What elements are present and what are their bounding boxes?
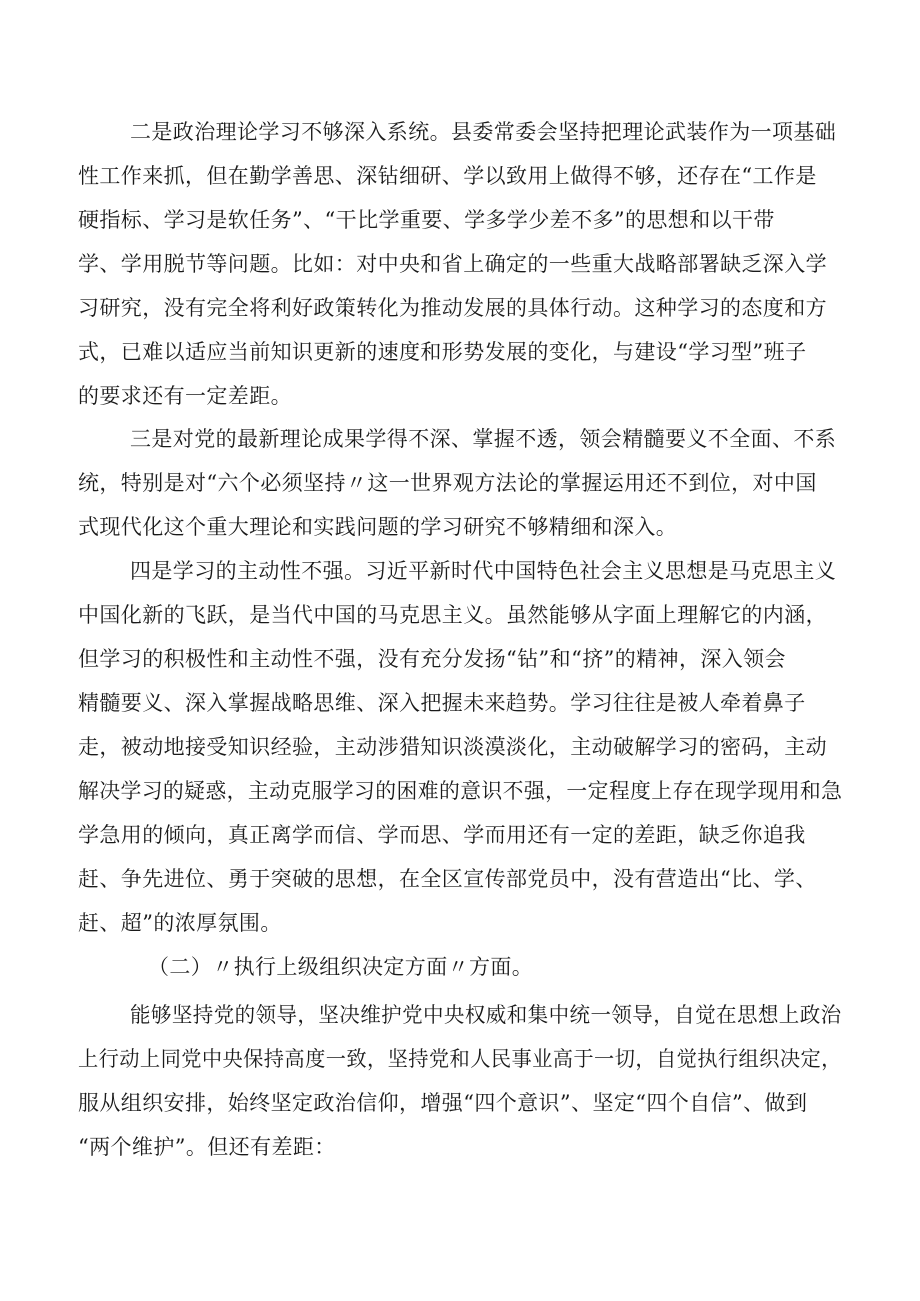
text-line: 习研究，没有完全将利好政策转化为推动发展的具体行动。这种学习的态度和方	[78, 296, 827, 320]
text-line: 的要求还有一定差距。	[78, 384, 292, 408]
text-line: 性工作来抓，但在勤学善思、深钻细研、学以致用上做得不够，还存在“工作是	[78, 164, 817, 188]
text-line: 解决学习的疑惑，主动克服学习的困难的意识不强，一定程度上存在现学现用和急	[78, 779, 843, 803]
text-line: 四是学习的主动性不强。习近平新时代中国特色社会主义思想是马克思主义	[130, 559, 837, 583]
text-line: 中国化新的飞跃，是当代中国的马克思主义。虽然能够从字面上理解它的内涵，	[78, 603, 827, 627]
text-line: 式现代化这个重大理论和实践问题的学习研究不够精细和深入。	[78, 515, 678, 539]
text-line: 硬指标、学习是软任务”、“干比学重要、学多学少差不多”的思想和以干带	[78, 208, 775, 232]
text-line: 学急用的倾向，真正离学而信、学而思、学而用还有一定的差距，缺乏你追我	[78, 823, 806, 847]
section-heading: （二）〃执行上级组织决定方面〃方面。	[148, 955, 534, 979]
text-line: 赶、争先进位、勇于突破的思想，在全区宣传部党员中，没有营造出“比、学、	[78, 867, 817, 891]
text-line: 走，被动地接受知识经验，主动涉猎知识淡漠淡化，主动破解学习的密码，主动	[78, 735, 827, 759]
text-line: 精髓要义、深入掌握战略思维、深入把握未来趋势。学习往往是被人牵着鼻子	[78, 691, 806, 715]
text-line: “两个维护”。但还有差距：	[78, 1135, 336, 1159]
text-line: 上行动上同党中央保持高度一致，坚持党和人民事业高于一切，自觉执行组织决定，	[78, 1047, 842, 1071]
text-line: 统，特别是对“六个必须坚持〃这一世界观方法论的掌握运用还不到位，对中国	[78, 471, 817, 495]
text-line: 能够坚持党的领导，坚决维护党中央权威和集中统一领导，自觉在思想上政治	[130, 1003, 842, 1027]
text-line: 学、学用脱节等问题。比如：对中央和省上确定的一些重大战略部署缺乏深入学	[78, 252, 827, 276]
text-line: 但学习的积极性和主动性不强，没有充分发扬“钻”和“挤”的精神，深入领会	[78, 647, 786, 671]
text-line: 赶、超”的浓厚氛围。	[78, 911, 282, 935]
text-line: 式，已难以适应当前知识更新的速度和形势发展的变化，与建设“学习型”班子	[78, 340, 807, 364]
text-line: 二是政治理论学习不够深入系统。县委常委会坚持把理论武装作为一项基础	[130, 120, 837, 144]
text-line: 三是对党的最新理论成果学得不深、掌握不透，领会精髓要义不全面、不系	[130, 427, 837, 451]
text-line: 服从组织安排，始终坚定政治信仰，增强“四个意识”、坚定“四个自信”、做到	[78, 1091, 808, 1115]
